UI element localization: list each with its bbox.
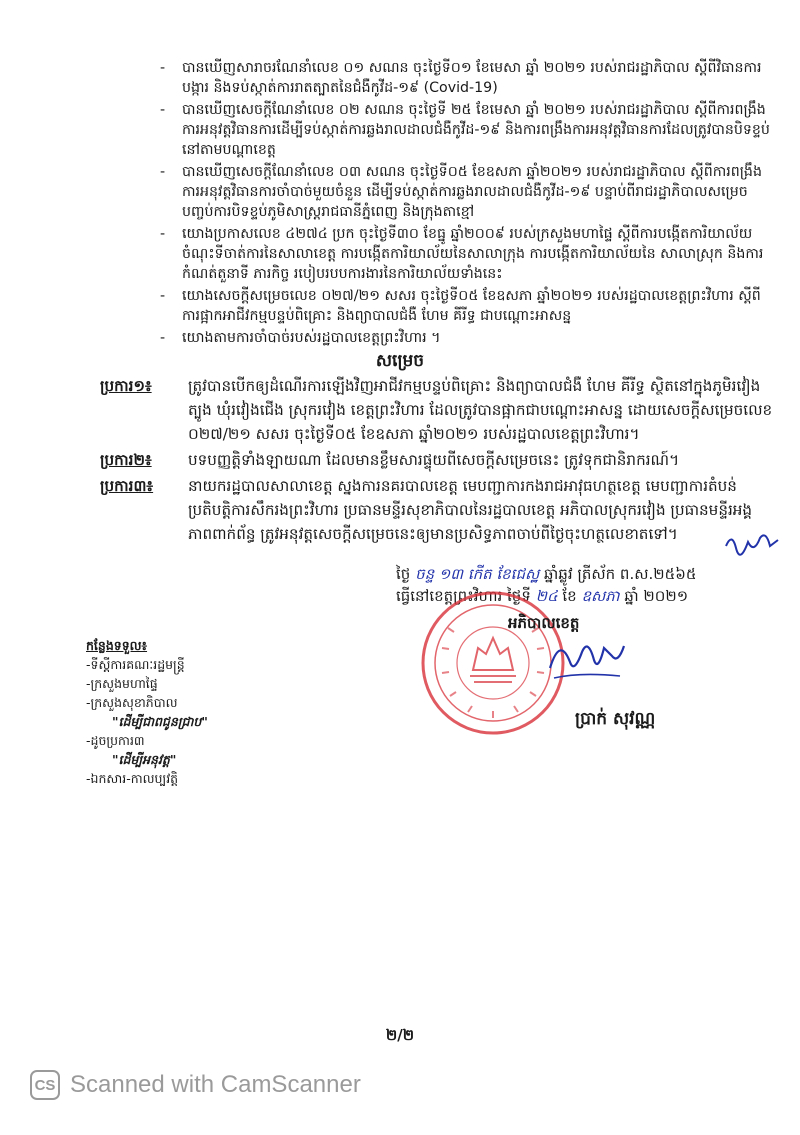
signatory-title: អភិបាលខេត្ត <box>508 614 580 632</box>
recipient-note: "ដើម្បីជាពជូនជ្រាប" <box>112 714 208 729</box>
solar-year: ឆ្នាំ ២០២១ <box>624 587 689 605</box>
preamble-item: - បានឃើញសេចក្ដីណែនាំលេខ ០៣ សណន ចុះថ្ងៃទី០៥ ខែឧសភា ឆ្នាំ២០២១ របស់រាជរដ្ឋាភិបាល ស្ដីពីការពង្រឹងការអនុវត្តវិធានការចាំបាច់មួយចំនួន ដើម្បីទប់ស្កាត់ការឆ្លងរាលដាលជំងឺកូវីដ-១៩ បន្ទាប់ពីរាជរដ្ឋាភិបាលសម្រេចបញ្ចប់ការបិទខ្ទប់ភូមិសាស្ត្ររាជធានីភ្នំពេញ និងក្រុងតាខ្មៅ <box>160 162 775 222</box>
article <box>100 374 775 446</box>
page-number: ២/២ <box>385 1026 415 1044</box>
article <box>100 474 775 546</box>
solar-month-prefix: ខែ <box>562 587 577 605</box>
lunar-date <box>396 563 696 585</box>
camscanner-watermark <box>30 1070 361 1100</box>
decision-heading: សម្រេច <box>375 351 425 371</box>
articles-list <box>100 374 775 548</box>
preamble-item: - បានឃើញសេចក្ដីណែនាំលេខ ០២ សណន ចុះថ្ងៃទី ២៥ ខែមេសា ឆ្នាំ ២០២១ របស់រាជរដ្ឋាភិបាល ស្ដីពីការពង្រឹងការអនុវត្តវិធានការដើម្បីទប់ស្កាត់ការឆ្លងរាលដាលជំងឺកូវីដ-១៩ និងការពង្រឹងការអនុវត្តវិធានការដែលត្រូវបានបិទខ្ទប់នៅតាមបណ្ដាខេត្ត <box>160 100 775 160</box>
recipient-item: -ក្រសួងសុខាភិបាល <box>86 695 178 710</box>
article-label: ប្រការ១៖ <box>100 377 152 395</box>
article-label: ប្រការ៣៖ <box>100 477 154 495</box>
preamble-item: - យោងប្រកាសលេខ ៤២៧៤ ប្រក ចុះថ្ងៃទី៣០ ខែធ្នូ ឆ្នាំ២០០៩ របស់ក្រសួងមហាផ្ទៃ ស្ដីពីការបង្កើតការិយាល័យចំណុះទីចាត់ការនៃសាលាខេត្ត ការបង្កើតការិយាល័យនៃសាលាក្រុង ការបង្កើតការិយាល័យនៃ សាលាស្រុក និងការកំណត់តួនាទី ភារកិច្ច របៀបរបបការងារនៃការិយាល័យទាំងនេះ <box>160 224 775 284</box>
preamble-text: យោងតាមការចាំបាច់របស់រដ្ឋបាលខេត្តព្រះវិហារ ។ <box>182 330 441 346</box>
article-text: នាយករដ្ឋបាលសាលាខេត្ត ស្នងការនគរបាលខេត្ត មេបញ្ជាការកងរាជអាវុធហត្ថខេត្ត មេបញ្ជាការតំបន់ប្រតិបត្តិការសឹករងព្រះវិហារ ប្រធានមន្ទីរសុខាភិបាលនៃរដ្ឋបាលខេត្ត អភិបាលស្រុករវៀង ប្រធានមន្ទីរអង្គភាពពាក់ព័ន្ធ ត្រូវអនុវត្តសេចក្ដីសម្រេចនេះឲ្យមានប្រសិទ្ធភាពចាប់ពីថ្ងៃចុះហត្ថលេខាតទៅ។ <box>188 477 753 543</box>
recipient-item: -ទីស្ដីការគណៈរដ្ឋមន្ត្រី <box>86 657 185 672</box>
preamble-text: បានឃើញសេចក្ដីណែនាំលេខ ០៣ សណន ចុះថ្ងៃទី០៥ ខែឧសភា ឆ្នាំ២០២១ របស់រាជរដ្ឋាភិបាល ស្ដីពីការពង្រឹងការអនុវត្តវិធានការចាំបាច់មួយចំនួន ដើម្បីទប់ស្កាត់ការឆ្លងរាលដាលជំងឺកូវីដ-១៩ បន្ទាប់ពីរាជរដ្ឋាភិបាលសម្រេចបញ្ចប់ការបិទខ្ទប់ភូមិសាស្ត្ររាជធានីភ្នំពេញ និងក្រុងតាខ្មៅ <box>182 164 762 220</box>
watermark-text: Scanned with CamScanner <box>70 1071 361 1098</box>
article-label: ប្រការ២៖ <box>100 451 152 469</box>
initial-mark <box>722 528 782 558</box>
preamble-item: - យោងសេចក្ដីសម្រេចលេខ ០២៧/២១ សសរ ចុះថ្ងៃទី០៥ ខែឧសភា ឆ្នាំ២០២១ របស់រដ្ឋបាលខេត្តព្រះវិហារ ស្ដីពីការផ្អាកអាជីវកម្មបន្ទប់ពិគ្រោះ និងព្យាបាលជំងឺ ហែម គីរីទ្ធ ជាបណ្ដោះអាសន្ន <box>160 286 775 326</box>
recipient-item: -ដូចប្រការ៣ <box>86 733 145 748</box>
recipient-item: -ក្រសួងមហាផ្ទៃ <box>86 676 158 691</box>
recipients-list <box>86 636 336 788</box>
lunar-suffix: ឆ្នាំឆ្លូវ ត្រីស័ក ព.ស.២៥៦៥ <box>544 565 697 583</box>
article-text: បទបញ្ញត្តិទាំងឡាយណា ដែលមានខ្លឹមសារផ្ទុយពីសេចក្ដីសម្រេចនេះ ត្រូវទុកជានិរាករណ៍។ <box>188 451 680 469</box>
camscanner-logo-icon: CS <box>30 1070 60 1100</box>
lunar-prefix: ថ្ងៃ <box>396 565 411 583</box>
preamble-text: បានឃើញសារាចរណែនាំលេខ ០១ សណន ចុះថ្ងៃទី០១ ខែមេសា ឆ្នាំ ២០២១ របស់រាជរដ្ឋាភិបាល ស្ដីពីវិធានការបង្ការ និងទប់ស្កាត់ការរាតត្បាតនៃជំងឺកូវីដ-១៩ (Covid-19) <box>182 60 762 96</box>
article-text: ត្រូវបានបើកឲ្យដំណើរការឡើងវិញអាជីវកម្មបន្ទប់ពិគ្រោះ និងព្យាបាលជំងឺ ហែម គីរីទ្ធ ស្ថិតនៅក្នុងភូមិរវៀងត្បូង ឃុំរវៀងជើង ស្រុករវៀង ខេត្តព្រះវិហារ ដែលត្រូវបានផ្អាកជាបណ្ដោះអាសន្ន ដោយសេចក្ដីសម្រេចលេខ ០២៧/២១ សសរ ចុះថ្ងៃទី០៥ ខែឧសភា ឆ្នាំ២០២១ របស់រដ្ឋបាលខេត្តព្រះវិហារ។ <box>188 377 773 443</box>
preamble-text: យោងសេចក្ដីសម្រេចលេខ ០២៧/២១ សសរ ចុះថ្ងៃទី០៥ ខែឧសភា ឆ្នាំ២០២១ របស់រដ្ឋបាលខេត្តព្រះវិហារ ស្ដីពីការផ្អាកអាជីវកម្មបន្ទប់ពិគ្រោះ និងព្យាបាលជំងឺ ហែម គីរីទ្ធ ជាបណ្ដោះអាសន្ន <box>182 288 761 324</box>
signatory-name: ប្រាក់ សុវណ្ណ <box>575 709 656 729</box>
governor-signature <box>540 628 630 688</box>
solar-day: ២៤ <box>535 587 558 605</box>
recipients-heading: កន្លែងទទួល៖ <box>86 638 148 653</box>
recipient-item: -ឯកសារ-កាលប្បវត្តិ <box>86 771 179 786</box>
recipient-note: "ដើម្បីអនុវត្ត" <box>112 752 177 767</box>
preamble-list <box>160 58 775 350</box>
preamble-text: បានឃើញសេចក្ដីណែនាំលេខ ០២ សណន ចុះថ្ងៃទី ២៥ ខែមេសា ឆ្នាំ ២០២១ របស់រាជរដ្ឋាភិបាល ស្ដីពីការពង្រឹងការអនុវត្តវិធានការដើម្បីទប់ស្កាត់ការឆ្លងរាលដាលជំងឺកូវីដ-១៩ និងការពង្រឹងការអនុវត្តវិធានការដែលត្រូវបានបិទខ្ទប់នៅតាមបណ្ដាខេត្ត <box>182 102 770 158</box>
article <box>100 448 775 472</box>
lunar-handwritten: ចន្ទ ១៣ កើត ខែជេស្ឋ <box>415 565 540 583</box>
preamble-item: - បានឃើញសារាចរណែនាំលេខ ០១ សណន ចុះថ្ងៃទី០១ ខែមេសា ឆ្នាំ ២០២១ របស់រាជរដ្ឋាភិបាល ស្ដីពីវិធានការបង្ការ និងទប់ស្កាត់ការរាតត្បាតនៃជំងឺកូវីដ-១៩ (Covid-19) <box>160 58 775 98</box>
solar-prefix: ធ្វើនៅខេត្តព្រះវិហារ ថ្ងៃទី <box>396 587 531 605</box>
solar-month: ឧសភា <box>581 587 620 605</box>
preamble-text: យោងប្រកាសលេខ ៤២៧៤ ប្រក ចុះថ្ងៃទី៣០ ខែធ្នូ ឆ្នាំ២០០៩ របស់ក្រសួងមហាផ្ទៃ ស្ដីពីការបង្កើតការិយាល័យចំណុះទីចាត់ការនៃសាលាខេត្ត ការបង្កើតការិយាល័យនៃសាលាក្រុង ការបង្កើតការិយាល័យនៃ សាលាស្រុក និងការកំណត់តួនាទី ភារកិច្ច របៀបរបបការងារនៃការិយាល័យទាំងនេះ <box>182 226 764 282</box>
preamble-item: - យោងតាមការចាំបាច់របស់រដ្ឋបាលខេត្តព្រះវិហារ ។ <box>160 328 775 348</box>
